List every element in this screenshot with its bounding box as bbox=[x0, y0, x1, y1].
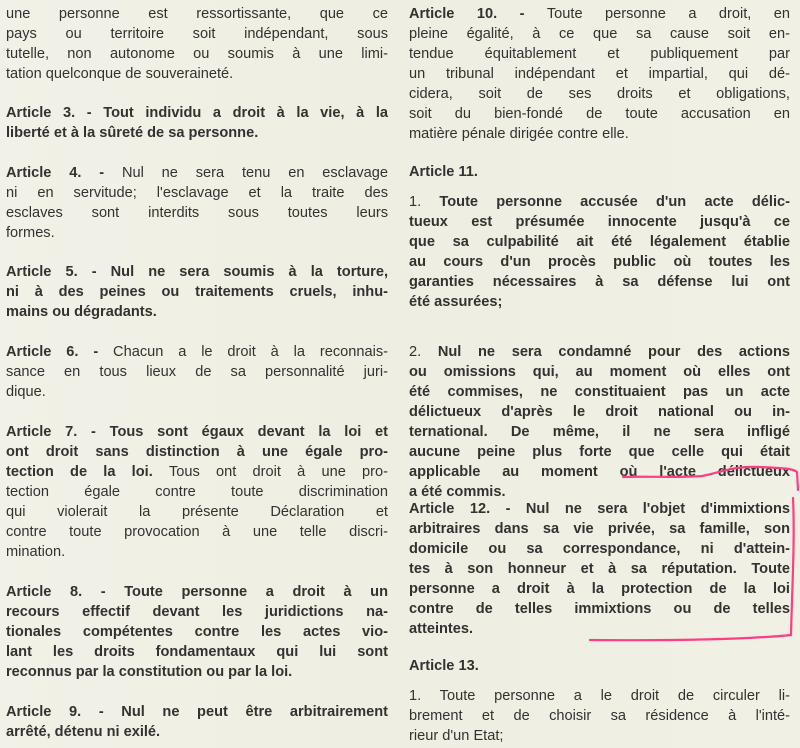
bold-text: contre de telles immixtions ou de telles bbox=[409, 601, 790, 617]
text-line bbox=[6, 602, 388, 622]
paragraph-art12 bbox=[409, 499, 790, 639]
bold-text: arbitraires dans sa vie privée, sa famille, son bbox=[409, 521, 790, 537]
text-line bbox=[6, 462, 388, 482]
bold-text: tes à son honneur et à sa réputation. Toute bbox=[409, 561, 790, 577]
text: tendue équitablement et publiquement par bbox=[409, 46, 790, 62]
bold-text: reconnus par la constitution ou par la loi. bbox=[6, 664, 293, 680]
paragraph-art11-1 bbox=[409, 192, 790, 312]
text: rieur d'un Etat; bbox=[409, 728, 504, 744]
text-line bbox=[6, 223, 388, 243]
text: cidera, soit de ses droits et obligations, bbox=[409, 86, 790, 102]
text: pays ou territoire soit indépendant, sous bbox=[6, 26, 388, 42]
paragraph-art13-title bbox=[409, 656, 790, 676]
text: Toute personne a droit, en bbox=[546, 6, 790, 22]
bold-text: recours effectif devant les juridictions na- bbox=[6, 604, 388, 620]
bold-text: arrêté, détenu ni exilé. bbox=[6, 724, 161, 740]
text-line bbox=[6, 282, 388, 302]
text-line bbox=[409, 104, 790, 124]
paragraph-art8 bbox=[6, 582, 388, 682]
bold-text: que sa culpabilité ait été légalement établie bbox=[409, 234, 790, 250]
text: formes. bbox=[6, 225, 55, 241]
text-line bbox=[6, 163, 388, 183]
text-line bbox=[6, 103, 388, 123]
text-line bbox=[409, 656, 790, 676]
text-line bbox=[409, 4, 790, 24]
text: 1. Toute personne a le droit de circuler li- bbox=[409, 688, 790, 704]
bold-text: ont droit sans distinction à une égale pro- bbox=[6, 444, 388, 460]
paragraph-art7 bbox=[6, 422, 388, 562]
text-line bbox=[409, 162, 790, 182]
text-line bbox=[409, 192, 790, 212]
paragraph-art2-end bbox=[6, 4, 388, 84]
bold-text: Toute personne accusée d'un acte délic- bbox=[439, 194, 790, 210]
paragraph-art6 bbox=[6, 342, 388, 402]
text-line bbox=[409, 579, 790, 599]
text-line bbox=[409, 539, 790, 559]
text-line bbox=[6, 302, 388, 322]
text-line bbox=[6, 482, 388, 502]
text: dique. bbox=[6, 384, 46, 400]
text-line bbox=[6, 64, 388, 84]
bold-text: Article 4. - bbox=[6, 165, 122, 181]
text-line bbox=[409, 382, 790, 402]
paragraph-art4 bbox=[6, 163, 388, 243]
bold-text: Article 5. - Nul ne sera soumis à la torture, bbox=[6, 264, 388, 280]
text: mination. bbox=[6, 544, 66, 560]
bold-text: Article 6. - bbox=[6, 344, 114, 360]
bold-text: été commises, ne constituaient pas un acte bbox=[409, 384, 790, 400]
text-line bbox=[6, 362, 388, 382]
text-line bbox=[6, 622, 388, 642]
text-line bbox=[6, 123, 388, 143]
text-line bbox=[409, 64, 790, 84]
paragraph-art10 bbox=[409, 4, 790, 144]
text: brement et de choisir sa résidence à l'inté- bbox=[409, 708, 790, 724]
bold-text: Article 9. - Nul ne peut être arbitrairement bbox=[6, 704, 388, 720]
bold-text: aucune peine plus forte que celle qui était bbox=[409, 444, 790, 460]
text-line bbox=[6, 642, 388, 662]
text: une personne est ressortissante, que ce bbox=[6, 6, 388, 22]
text-line bbox=[6, 183, 388, 203]
text: 1. bbox=[409, 194, 440, 210]
bold-text: mains ou dégradants. bbox=[6, 304, 157, 320]
bold-text: applicable au moment où l'acte délictueux bbox=[409, 464, 790, 480]
text: 2. bbox=[409, 344, 438, 360]
bold-text: Article 13. bbox=[409, 658, 479, 674]
bold-text: garanties nécessaires à sa défense lui ont bbox=[409, 274, 790, 290]
text-line bbox=[409, 232, 790, 252]
text-line bbox=[409, 442, 790, 462]
bold-text: ni à des peines ou traitements cruels, inhu- bbox=[6, 284, 388, 300]
text-line bbox=[6, 4, 388, 24]
text-line bbox=[409, 212, 790, 232]
text: soit du bien-fondé de toute accusation en bbox=[409, 106, 790, 122]
text-line bbox=[409, 519, 790, 539]
bold-text: Article 10. - bbox=[409, 6, 547, 22]
bold-text: été assurées; bbox=[409, 294, 503, 310]
bold-text: Article 7. - Tous sont égaux devant la loi et bbox=[6, 424, 388, 440]
text: tation quelconque de souveraineté. bbox=[6, 66, 234, 82]
text-line bbox=[409, 292, 790, 312]
text-line bbox=[409, 272, 790, 292]
paragraph-art5 bbox=[6, 262, 388, 322]
text-line bbox=[6, 582, 388, 602]
text-line bbox=[409, 559, 790, 579]
text-line bbox=[6, 422, 388, 442]
text-line bbox=[409, 44, 790, 64]
text-line bbox=[409, 402, 790, 422]
bold-text: ou omissions qui, au moment où elles ont bbox=[409, 364, 790, 380]
bold-text: Article 12. - Nul ne sera l'objet d'immixtions bbox=[409, 501, 790, 517]
bold-text: délictueux d'après le droit national ou in- bbox=[409, 404, 790, 420]
paragraph-art9 bbox=[6, 702, 388, 742]
text-line bbox=[409, 124, 790, 144]
text-line bbox=[409, 24, 790, 44]
text: esclaves sont interdits sous toutes leurs bbox=[6, 205, 388, 221]
bold-text: Nul ne sera condamné pour des actions bbox=[437, 344, 790, 360]
bold-text: Article 8. - Toute personne a droit à un bbox=[6, 584, 388, 600]
paragraph-art11-2 bbox=[409, 342, 790, 502]
text: tutelle, non autonome ou soumis à une limi- bbox=[6, 46, 388, 62]
text-line bbox=[409, 686, 790, 706]
text-line bbox=[409, 84, 790, 104]
text-line bbox=[6, 44, 388, 64]
bold-text: tionales compétentes contre les actes vio- bbox=[6, 624, 388, 640]
text-line bbox=[6, 522, 388, 542]
bold-text: ternational. De même, il ne sera infligé bbox=[409, 424, 790, 440]
text-line bbox=[6, 542, 388, 562]
paragraph-art13-1 bbox=[409, 686, 790, 746]
text-line bbox=[6, 442, 388, 462]
text-line bbox=[409, 362, 790, 382]
text: qui violerait la présente Déclaration et bbox=[6, 504, 388, 520]
text-line bbox=[6, 702, 388, 722]
text-line bbox=[6, 342, 388, 362]
text-line bbox=[409, 599, 790, 619]
bold-text: au cours d'un procès public où toutes les bbox=[409, 254, 790, 270]
bold-text: tection de la loi. bbox=[6, 464, 169, 480]
text: Chacun a le droit à la reconnais- bbox=[113, 344, 388, 360]
text-line bbox=[6, 502, 388, 522]
text: contre toute provocation à une telle discri- bbox=[6, 524, 388, 540]
text-line bbox=[409, 499, 790, 519]
text: un tribunal indépendant et impartial, qui dé- bbox=[409, 66, 790, 82]
text-line bbox=[6, 203, 388, 223]
text-line bbox=[6, 722, 388, 742]
bold-text: Article 11. bbox=[409, 164, 478, 180]
bold-text: liberté et à la sûreté de sa personne. bbox=[6, 125, 259, 141]
bold-text: personne a droit à la protection de la loi bbox=[409, 581, 790, 597]
paragraph-art3 bbox=[6, 103, 388, 143]
text: Nul ne sera tenu en esclavage bbox=[121, 165, 388, 181]
bold-text: lant les droits fondamentaux qui lui sont bbox=[6, 644, 388, 660]
text-line bbox=[409, 462, 790, 482]
text-line bbox=[409, 726, 790, 746]
text-line bbox=[409, 342, 790, 362]
bold-text: domicile ou sa correspondance, ni d'attein- bbox=[409, 541, 790, 557]
text: matière pénale dirigée contre elle. bbox=[409, 126, 629, 142]
text-line bbox=[6, 262, 388, 282]
bold-text: a été commis. bbox=[409, 484, 506, 500]
text-line bbox=[409, 252, 790, 272]
text-line bbox=[409, 619, 790, 639]
text: tection égale contre toute discrimination bbox=[6, 484, 388, 500]
text-line bbox=[6, 382, 388, 402]
bold-text: atteintes. bbox=[409, 621, 474, 637]
text: ni en servitude; l'esclavage et la traite des bbox=[6, 185, 388, 201]
text: sance en tous lieux de sa personnalité juri- bbox=[6, 364, 388, 380]
bold-text: Article 3. - Tout individu a droit à la vie, à la bbox=[6, 105, 388, 121]
text-line bbox=[6, 662, 388, 682]
bold-text: tueux est présumée innocente jusqu'à ce bbox=[409, 214, 790, 230]
text-line bbox=[409, 706, 790, 726]
text-line bbox=[409, 422, 790, 442]
paragraph-art11-title bbox=[409, 162, 790, 182]
text: Tous ont droit à une pro- bbox=[168, 464, 388, 480]
text-line bbox=[6, 24, 388, 44]
text: pleine égalité, à ce que sa cause soit en- bbox=[409, 26, 790, 42]
